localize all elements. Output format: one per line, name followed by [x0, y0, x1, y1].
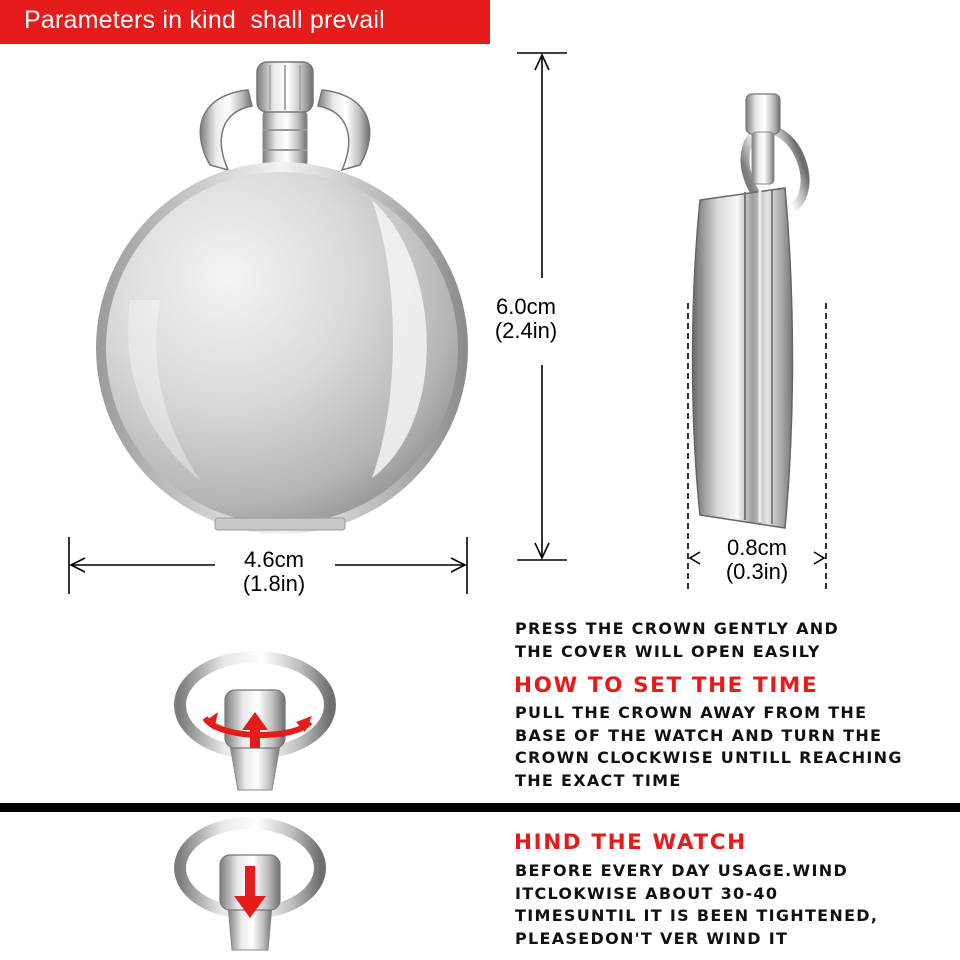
thickness-imperial: (0.3in) [725, 559, 789, 584]
thickness-label [707, 536, 807, 584]
wind-watch-instructions [515, 860, 878, 950]
crown-closeup-set-time [180, 657, 330, 790]
set-time-heading: HOW TO SET THE TIME [514, 673, 819, 698]
height-label [472, 295, 580, 343]
width-imperial: (1.8in) [242, 571, 306, 596]
crown-closeup-wind [180, 823, 320, 950]
set-time-line-4: THE EXACT TIME [515, 770, 682, 790]
set-time-instructions [515, 702, 903, 792]
thickness-metric: 0.8cm [727, 535, 787, 560]
open-line-2: THE COVER WILL OPEN EASILY [515, 641, 821, 661]
height-imperial: (2.4in) [494, 318, 558, 343]
open-instructions [515, 618, 839, 663]
pocket-watch-side [693, 94, 816, 528]
wind-line-1: BEFORE EVERY DAY USAGE.WIND [515, 861, 849, 880]
wind-line-4: PLEASEDON'T VER WIND IT [515, 928, 789, 948]
set-time-line-2: BASE OF THE WATCH AND TURN THE [515, 725, 883, 745]
height-metric: 6.0cm [496, 294, 556, 319]
open-line-1: PRESS THE CROWN GENTLY AND [515, 619, 840, 638]
width-metric: 4.6cm [244, 547, 304, 572]
wind-watch-heading: HIND THE WATCH [514, 830, 747, 855]
wind-line-3: TIMESUNTIL IT IS BEEN TIGHTENED, [515, 906, 879, 925]
wind-line-2: ITCLOKWISE ABOUT 30-40 [515, 883, 779, 903]
banner-text: Parameters in kind shall prevail [24, 6, 385, 34]
section-divider [0, 803, 960, 812]
set-time-line-1: PULL THE CROWN AWAY FROM THE [515, 703, 868, 722]
pocket-watch-front [96, 62, 468, 534]
set-time-line-3: CROWN CLOCKWISE UNTILL REACHING [515, 748, 903, 767]
width-label [218, 548, 330, 596]
